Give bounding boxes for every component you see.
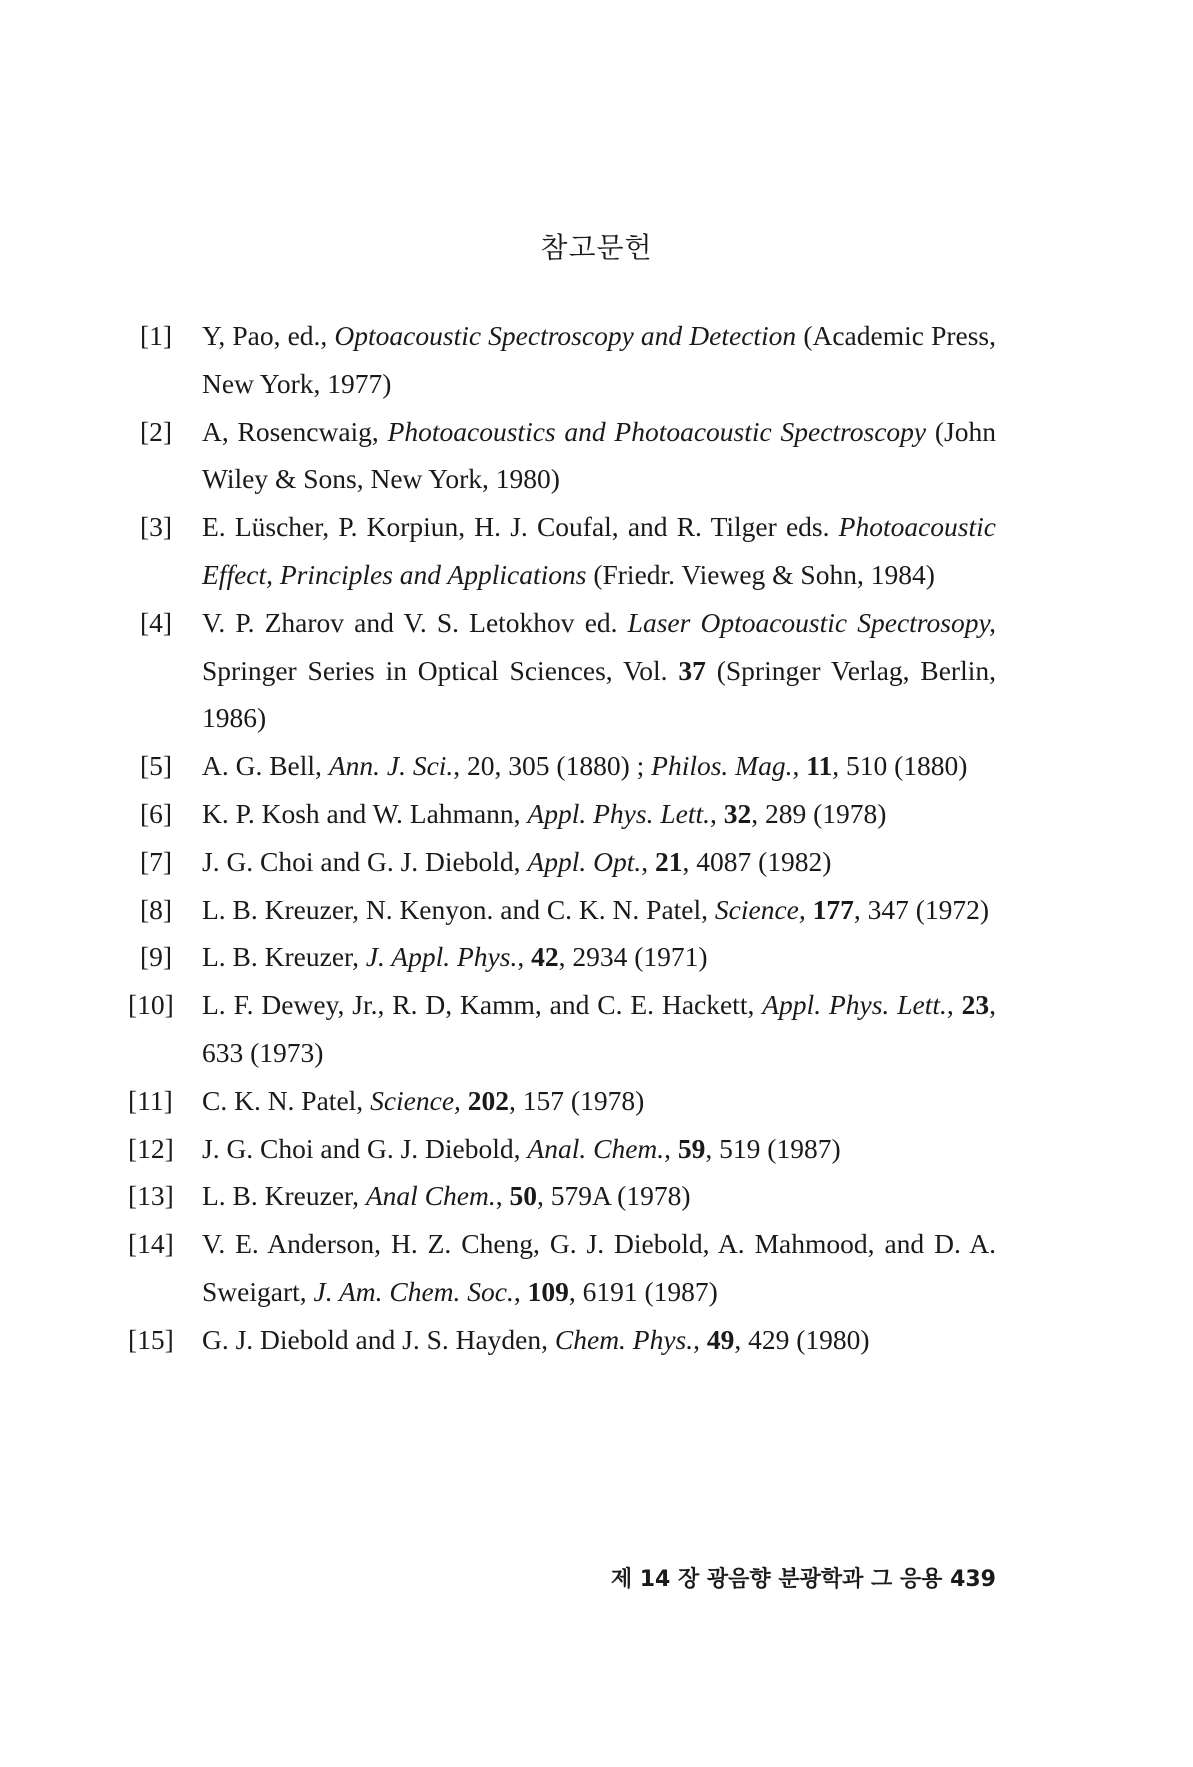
reference-separator: , [513, 1275, 528, 1307]
reference-volume: 42 [531, 941, 559, 973]
reference-separator: , [946, 989, 962, 1021]
reference-separator: , [495, 1180, 510, 1212]
reference-volume: 21 [655, 845, 683, 877]
reference-journal-2: Philos. Mag. [651, 750, 793, 782]
reference-journal: Ann. J. Sci. [328, 750, 454, 782]
reference-series: Springer Series in Optical Sciences, Vol. [202, 654, 679, 686]
reference-separator: , [792, 750, 807, 782]
reference-journal: J. Am. Chem. Soc. [313, 1275, 514, 1307]
reference-journal: Anal. Chem. [527, 1132, 665, 1164]
reference-authors: A, Rosencwaig, [202, 415, 388, 447]
page-title: 참고문헌 [540, 231, 653, 264]
reference-list [128, 312, 997, 1364]
reference-item-3 [140, 503, 996, 599]
reference-volume: 23 [961, 989, 990, 1021]
reference-volume: 109 [527, 1275, 569, 1307]
reference-authors: C. K. N. Patel, [202, 1084, 371, 1116]
reference-volume: 59 [677, 1132, 706, 1164]
reference-number: [15] [128, 1323, 174, 1355]
reference-book-title: Photoacoustic Effect, Principles and Applications [202, 511, 996, 590]
reference-item-12 [128, 1125, 996, 1173]
reference-pages: , 579A (1978) [536, 1180, 691, 1212]
reference-volume: 177 [812, 893, 854, 925]
reference-item-14 [128, 1220, 996, 1316]
reference-item-7 [140, 838, 996, 886]
reference-publisher: (Springer Verlag, Berlin, 1986) [202, 654, 996, 734]
reference-number: [7] [140, 845, 173, 877]
reference-number: [2] [140, 415, 173, 447]
reference-number: [12] [128, 1132, 174, 1164]
reference-book-title: Photoacoustics and Photoacoustic Spectroscopy [387, 415, 927, 447]
reference-publisher: (John Wiley & Sons, New York, 1980) [202, 415, 996, 495]
reference-journal: Appl. Phys. Lett. [527, 797, 710, 829]
reference-item-10 [128, 981, 997, 1077]
reference-volume: 49 [706, 1323, 735, 1355]
reference-authors: J. G. Choi and G. J. Diebold, [202, 1132, 528, 1164]
reference-separator: , [664, 1132, 678, 1164]
reference-volume: 50 [509, 1180, 537, 1212]
reference-journal: Science, [370, 1084, 461, 1116]
reference-separator [461, 1085, 468, 1116]
reference-journal: Anal Chem. [365, 1180, 496, 1212]
reference-item-8 [140, 886, 996, 934]
reference-journal: Chem. Phys. [554, 1323, 694, 1355]
reference-authors: V. E. Anderson, H. Z. Cheng, G. J. Diebold, A. Mahmood, and D. A. Sweigart, [202, 1228, 996, 1307]
reference-number: [3] [140, 511, 173, 543]
reference-number: [5] [140, 750, 173, 782]
reference-book-title: Laser Optoacoustic Spectrosopy, [627, 606, 997, 638]
page-footer: 제 14 장 광음향 분광학과 그 응용 439 [610, 1567, 996, 1592]
reference-pages: , 20, 305 (1880) ; [453, 750, 652, 782]
reference-pages: , 157 (1978) [509, 1084, 645, 1116]
reference-authors: A. G. Bell, [202, 750, 329, 782]
reference-separator: , [641, 845, 655, 877]
reference-number: [10] [128, 989, 174, 1021]
reference-pages: , 6191 (1987) [568, 1275, 718, 1307]
reference-pages: , 347 (1972) [853, 893, 990, 925]
reference-item-4 [140, 599, 996, 742]
reference-pages: , 429 (1980) [734, 1323, 870, 1355]
reference-number: [11] [128, 1084, 173, 1116]
reference-pages: , 4087 (1982) [682, 845, 832, 877]
reference-number: [13] [128, 1180, 174, 1212]
reference-number: [9] [140, 941, 173, 973]
reference-pages: , 519 (1987) [705, 1132, 841, 1164]
reference-journal: Appl. Opt. [527, 845, 642, 877]
reference-volume: 11 [806, 750, 833, 782]
reference-item-5 [140, 742, 996, 790]
reference-separator: , [693, 1323, 707, 1355]
reference-journal: J. Appl. Phys. [365, 941, 518, 973]
reference-authors: J. G. Choi and G. J. Diebold, [202, 845, 528, 877]
reference-number: [14] [128, 1228, 174, 1260]
reference-authors: L. B. Kreuzer, [202, 1180, 366, 1212]
reference-authors: K. P. Kosh and W. Lahmann, [202, 797, 528, 829]
reference-publisher: (Friedr. Vieweg & Sohn, 1984) [586, 558, 935, 590]
reference-separator: , [709, 797, 724, 829]
reference-item-6 [140, 790, 996, 838]
reference-pages: , 2934 (1971) [558, 941, 708, 973]
reference-item-15 [128, 1316, 996, 1364]
reference-volume: 37 [678, 654, 706, 686]
reference-number: [4] [140, 606, 173, 638]
reference-authors: L. B. Kreuzer, [202, 941, 366, 973]
reference-authors: G. J. Diebold and J. S. Hayden, [202, 1323, 555, 1355]
reference-publisher: (Academic Press, New York, 1977) [202, 320, 996, 399]
reference-separator [806, 894, 813, 925]
reference-authors: L. B. Kreuzer, N. Kenyon. and C. K. N. Patel, [202, 893, 715, 925]
reference-journal: Science, [714, 893, 806, 925]
reference-number: [1] [140, 320, 173, 351]
reference-authors: L. F. Dewey, Jr., R. D, Kamm, and C. E. Hackett, [202, 989, 763, 1021]
reference-pages-2: , 510 (1880) [832, 750, 968, 782]
reference-item-1 [140, 312, 996, 408]
reference-authors: E. Lüscher, P. Korpiun, H. J. Coufal, and R. Tilger eds. [202, 511, 839, 543]
reference-authors: Y, Pao, ed., [202, 320, 335, 351]
reference-separator: , [517, 941, 532, 973]
reference-authors: V. P. Zharov and V. S. Letokhov ed. [202, 606, 628, 638]
reference-journal: Appl. Phys. Lett. [762, 989, 947, 1021]
reference-item-9 [140, 933, 996, 981]
reference-item-11 [128, 1077, 996, 1125]
reference-item-2 [140, 408, 996, 504]
reference-volume: 32 [723, 797, 752, 829]
reference-item-13 [128, 1172, 996, 1220]
reference-number: [8] [140, 893, 173, 925]
reference-pages: , 633 (1973) [202, 989, 997, 1068]
reference-pages: , 289 (1978) [751, 797, 887, 829]
reference-book-title: Optoacoustic Spectroscopy and Detection [334, 320, 797, 351]
reference-volume: 202 [467, 1084, 510, 1116]
reference-number: [6] [140, 797, 173, 829]
